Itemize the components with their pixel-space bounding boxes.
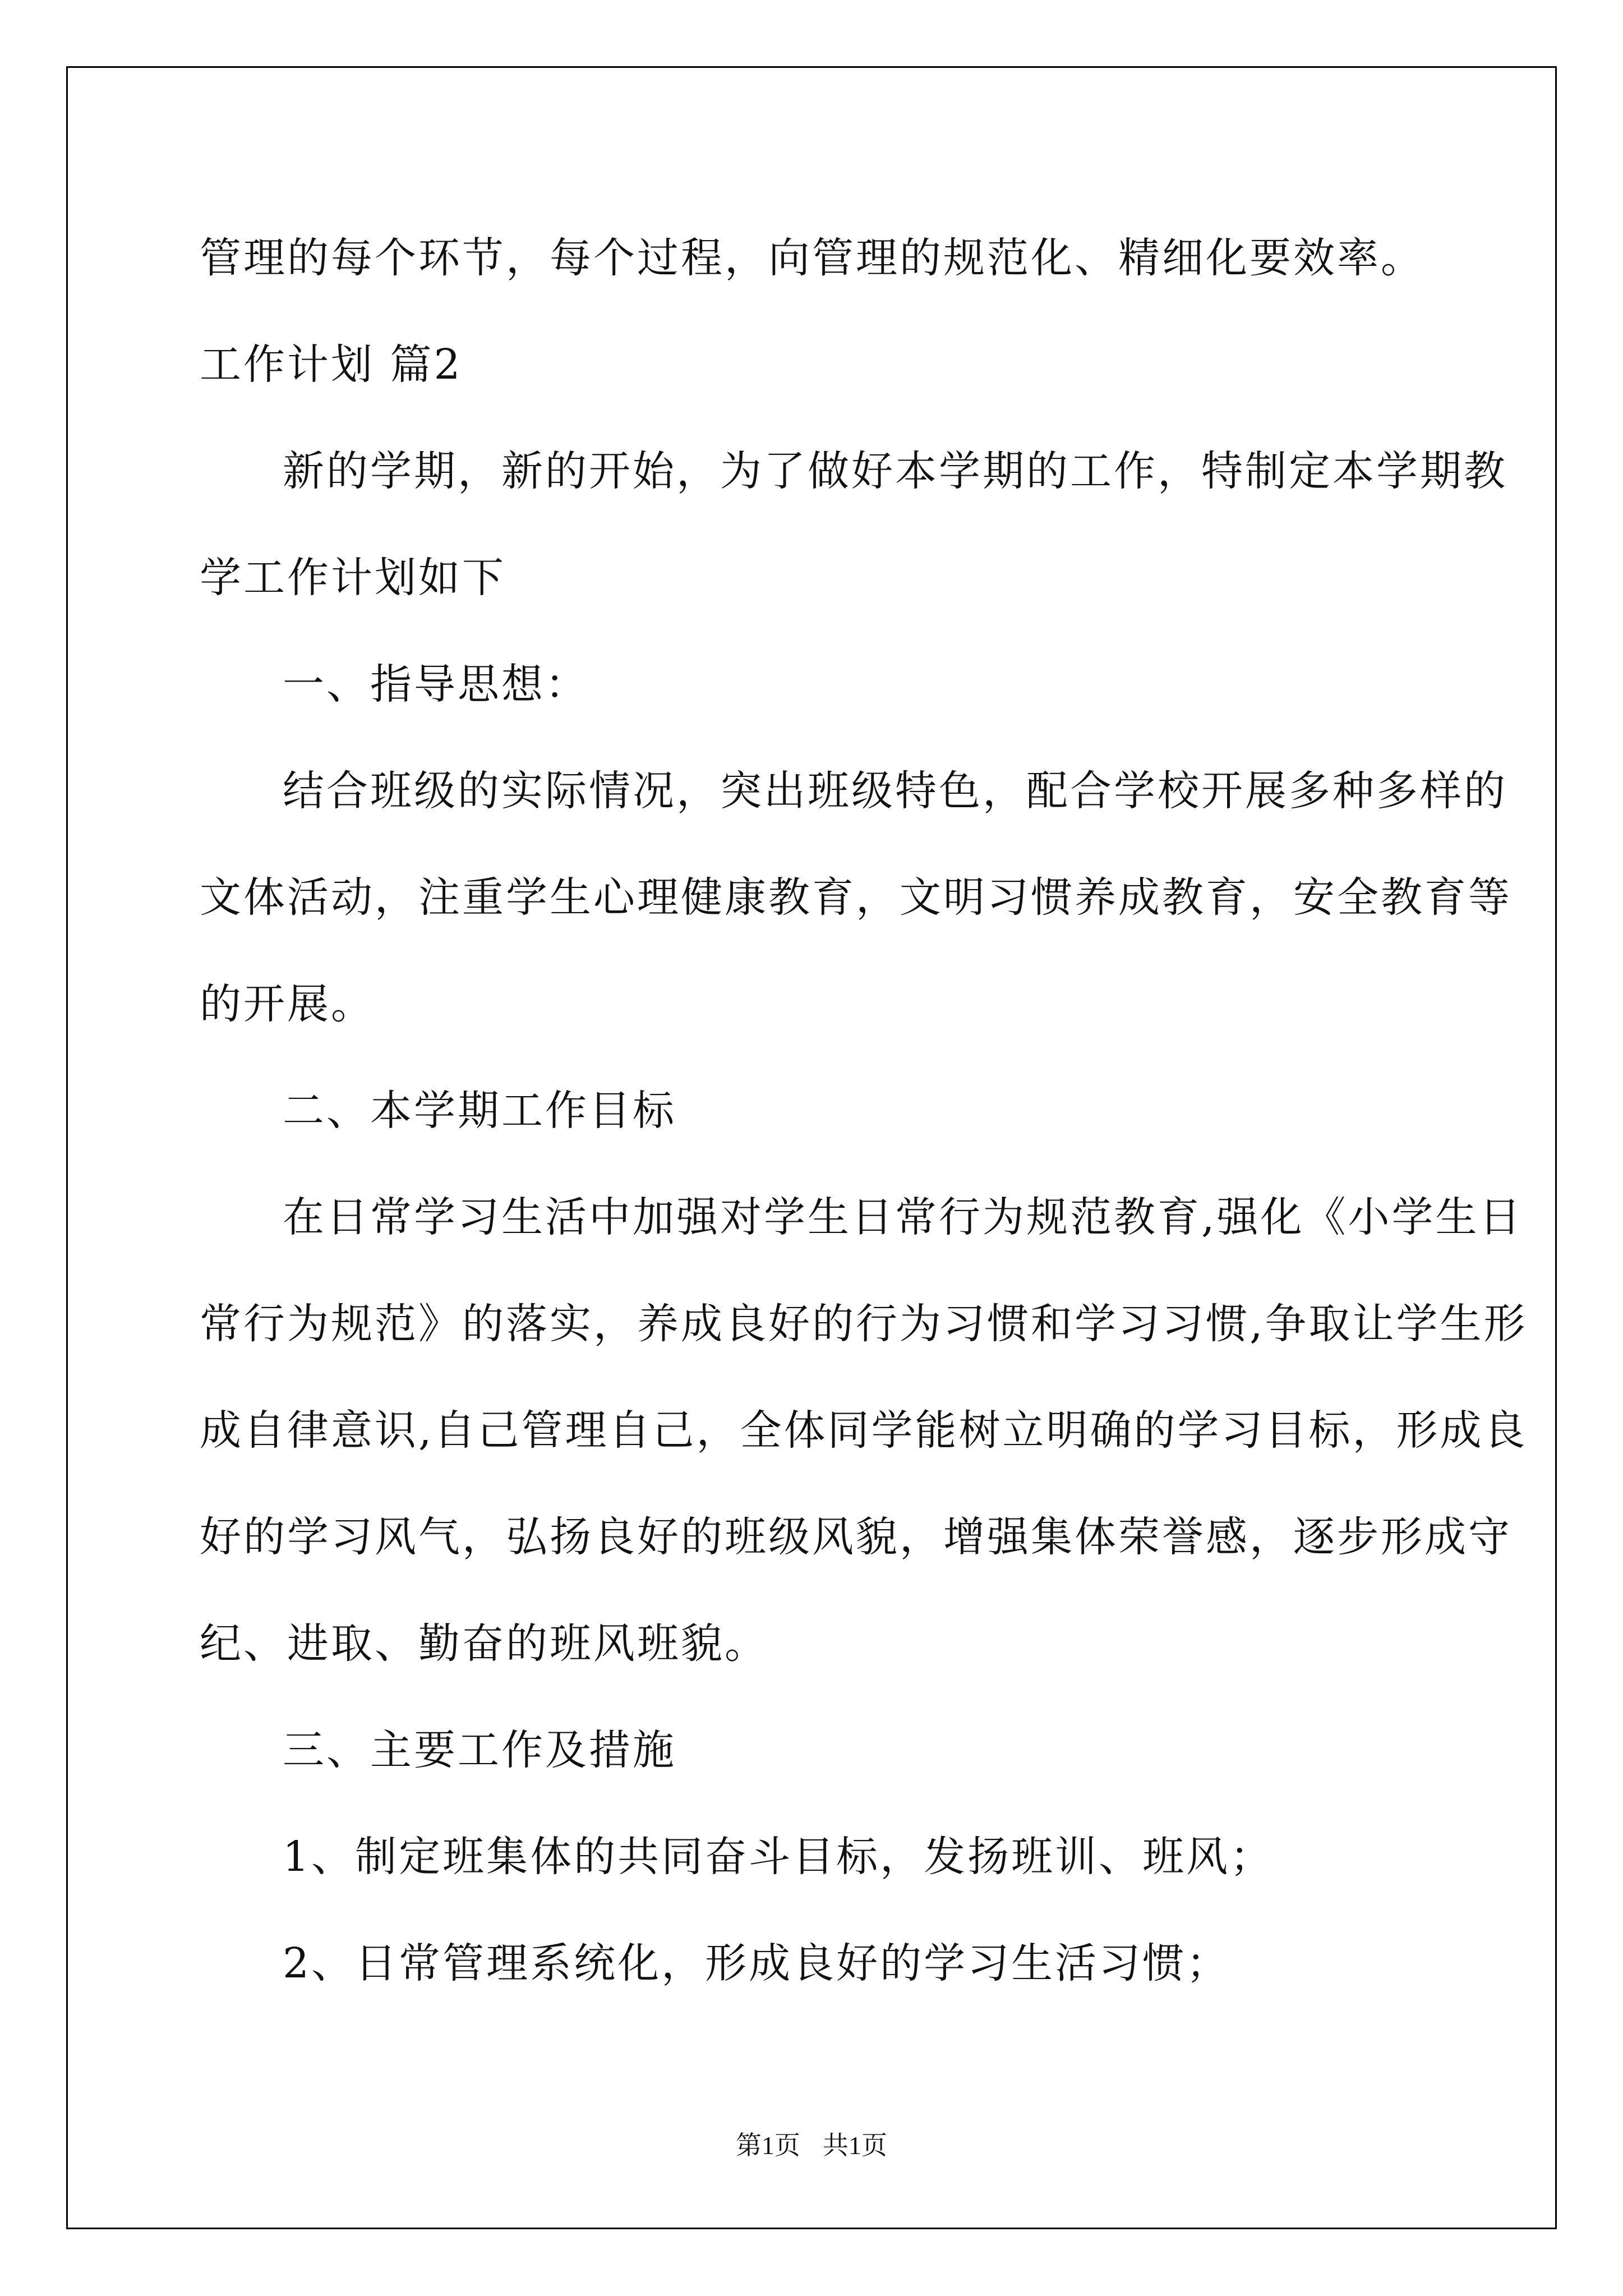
section-heading: 工作计划 篇2 <box>200 341 463 389</box>
body-line: 常行为规范》的落实，养成良好的行为习惯和学习习惯,争取让学生形 <box>200 1300 1528 1348</box>
subheading: 二、本学期工作目标 <box>283 1087 676 1135</box>
body-line: 学工作计划如下 <box>200 554 506 602</box>
body-line: 成自律意识,自己管理自己，全体同学能树立明确的学习目标，形成良 <box>200 1406 1528 1455</box>
page-footer <box>0 2129 1623 2162</box>
body-line: 在日常学习生活中加强对学生日常行为规范教育,强化《小学生日 <box>283 1193 1523 1241</box>
page-total: 共1页 <box>823 2131 887 2160</box>
list-item: 2、日常管理系统化，形成良好的学习生活习惯； <box>283 1939 1230 1987</box>
body-line: 结合班级的实际情况，突出班级特色，配合学校开展多种多样的 <box>283 767 1507 815</box>
body-line: 纪、进取、勤奋的班风班貌。 <box>200 1619 768 1668</box>
document-body <box>200 205 1528 2017</box>
body-line: 新的学期，新的开始，为了做好本学期的工作，特制定本学期教 <box>283 447 1507 495</box>
body-line: 文体活动，注重学生心理健康教育，文明习惯养成教育，安全教育等 <box>200 873 1512 922</box>
page-number: 第1页 <box>736 2131 800 2160</box>
list-item: 1、制定班集体的共同奋斗目标，发扬班训、班风； <box>283 1833 1274 1881</box>
body-line: 管理的每个环节，每个过程，向管理的规范化、精细化要效率。 <box>200 234 1424 282</box>
subheading: 一、指导思想： <box>283 660 589 708</box>
body-line: 好的学习风气，弘扬良好的班级风貌，增强集体荣誉感，逐步形成守 <box>200 1513 1512 1561</box>
subheading: 三、主要工作及措施 <box>283 1726 676 1774</box>
body-line: 的开展。 <box>200 980 375 1028</box>
